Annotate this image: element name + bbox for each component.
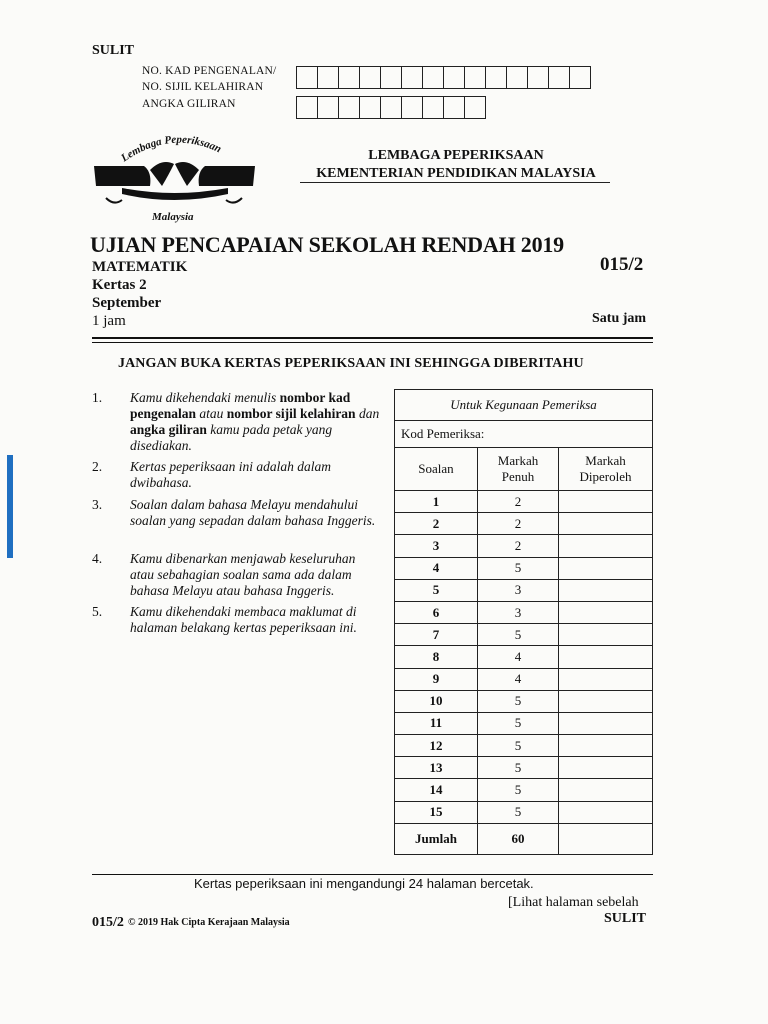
table-row <box>395 668 653 690</box>
question-number: 9 <box>395 668 478 690</box>
obtained-marks-cell[interactable] <box>559 712 653 734</box>
copyright: © 2019 Hak Cipta Kerajaan Malaysia <box>128 917 290 928</box>
svg-text:Lembaga Peperiksaan: Lembaga Peperiksaan <box>119 133 224 165</box>
total-value: 60 <box>478 823 559 854</box>
col-soalan: Soalan <box>395 448 478 491</box>
full-marks: 5 <box>478 624 559 646</box>
full-marks: 2 <box>478 535 559 557</box>
full-marks: 5 <box>478 757 559 779</box>
table-row <box>395 557 653 579</box>
exam-code: 015/2 <box>600 254 644 275</box>
table-row <box>395 601 653 623</box>
table-row <box>395 712 653 734</box>
examiner-marks-table <box>394 389 653 855</box>
obtained-marks-cell[interactable] <box>559 801 653 823</box>
question-number: 7 <box>395 624 478 646</box>
see-next-page: [Lihat halaman sebelah <box>508 895 639 910</box>
obtained-marks-cell[interactable] <box>559 646 653 668</box>
total-obtained-cell[interactable] <box>559 823 653 854</box>
full-marks: 3 <box>478 601 559 623</box>
org-line-2: KEMENTERIAN PENDIDIKAN MALAYSIA <box>316 166 596 181</box>
instruction-4: 4. Kamu dibenarkan menjawab keseluruhan atau sebahagian soalan sama ada dalam bahasa Melayu atau bahasa Inggeris. <box>92 551 356 598</box>
lembaga-logo <box>92 128 262 226</box>
obtained-marks-cell[interactable] <box>559 513 653 535</box>
obtained-marks-cell[interactable] <box>559 779 653 801</box>
table-row <box>395 757 653 779</box>
table-row <box>395 646 653 668</box>
table-row <box>395 579 653 601</box>
org-underline <box>300 182 610 183</box>
table-row <box>395 735 653 757</box>
footer-code: 015/2 <box>92 915 124 930</box>
table-row <box>395 779 653 801</box>
table-row <box>395 491 653 513</box>
obtained-marks-cell[interactable] <box>559 668 653 690</box>
table-row <box>395 801 653 823</box>
table-body <box>395 491 653 824</box>
id-label-1: NO. KAD PENGENALAN/ <box>142 65 277 77</box>
exam-paper: Kertas 2 <box>92 277 147 293</box>
table-title: Untuk Kegunaan Pemeriksa <box>395 390 653 421</box>
full-marks: 5 <box>478 779 559 801</box>
obtained-marks-cell[interactable] <box>559 491 653 513</box>
full-marks: 4 <box>478 646 559 668</box>
question-number: 13 <box>395 757 478 779</box>
question-number: 12 <box>395 735 478 757</box>
obtained-marks-cell[interactable] <box>559 735 653 757</box>
obtained-marks-cell[interactable] <box>559 535 653 557</box>
exam-subject: MATEMATIK <box>92 259 188 275</box>
question-number: 1 <box>395 491 478 513</box>
full-marks: 5 <box>478 735 559 757</box>
question-number: 15 <box>395 801 478 823</box>
question-number: 2 <box>395 513 478 535</box>
divider-thick <box>92 337 653 339</box>
table-row <box>395 535 653 557</box>
obtained-marks-cell[interactable] <box>559 690 653 712</box>
full-marks: 2 <box>478 513 559 535</box>
table-row <box>395 624 653 646</box>
page-count-note: Kertas peperiksaan ini mengandungi 24 halaman bercetak. <box>194 876 534 891</box>
svg-text:Malaysia: Malaysia <box>152 211 194 223</box>
col-markah-penuh: Markah Penuh <box>478 448 559 491</box>
scan-edge-marker <box>7 455 13 558</box>
footer-divider <box>92 874 653 875</box>
total-row <box>395 823 653 854</box>
full-marks: 5 <box>478 712 559 734</box>
total-label: Jumlah <box>395 823 478 854</box>
org-name <box>300 147 612 183</box>
table-row <box>395 690 653 712</box>
exam-title: UJIAN PENCAPAIAN SEKOLAH RENDAH 2019 <box>90 232 564 257</box>
question-number: 11 <box>395 712 478 734</box>
instruction-2: 2. Kertas peperiksaan ini adalah dalam dwibahasa. <box>92 459 331 490</box>
full-marks: 4 <box>478 668 559 690</box>
question-number: 5 <box>395 579 478 601</box>
exam-month: September <box>92 295 162 311</box>
question-number: 10 <box>395 690 478 712</box>
instruction-1: 1. Kamu dikehendaki menulis nombor kad pengenalan atau nombor sijil kelahiran dan angka giliran kamu pada petak yang disediakan. <box>92 390 380 453</box>
question-number: 3 <box>395 535 478 557</box>
obtained-marks-cell[interactable] <box>559 557 653 579</box>
exam-duration-words: Satu jam <box>592 311 647 326</box>
obtained-marks-cell[interactable] <box>559 624 653 646</box>
id-label-2: NO. SIJIL KELAHIRAN <box>142 81 264 93</box>
divider-thin <box>92 342 653 343</box>
org-line-1: LEMBAGA PEPERIKSAAN <box>368 148 544 163</box>
full-marks: 2 <box>478 491 559 513</box>
sulit-label-top: SULIT <box>92 43 135 58</box>
question-number: 6 <box>395 601 478 623</box>
table-row <box>395 513 653 535</box>
question-number: 14 <box>395 779 478 801</box>
full-marks: 5 <box>478 557 559 579</box>
full-marks: 3 <box>478 579 559 601</box>
id-number-boxes[interactable] <box>296 66 591 89</box>
kod-pemeriksa-cell[interactable]: Kod Pemeriksa: <box>395 421 653 448</box>
angka-giliran-boxes[interactable] <box>296 96 486 119</box>
question-number: 8 <box>395 646 478 668</box>
sulit-label-bottom: SULIT <box>604 911 647 926</box>
instruction-3: 3. Soalan dalam bahasa Melayu mendahului soalan yang sepadan dalam bahasa Inggeris. <box>92 497 376 528</box>
question-number: 4 <box>395 557 478 579</box>
angka-giliran-label: ANGKA GILIRAN <box>142 98 236 110</box>
obtained-marks-cell[interactable] <box>559 579 653 601</box>
warning-text: JANGAN BUKA KERTAS PEPERIKSAAN INI SEHINGGA DIBERITAHU <box>118 356 584 371</box>
obtained-marks-cell[interactable] <box>559 757 653 779</box>
col-markah-diperoleh: Markah Diperoleh <box>559 448 653 491</box>
full-marks: 5 <box>478 690 559 712</box>
full-marks: 5 <box>478 801 559 823</box>
obtained-marks-cell[interactable] <box>559 601 653 623</box>
instruction-5: 5. Kamu dikehendaki membaca maklumat di halaman belakang kertas peperiksaan ini. <box>92 604 357 635</box>
exam-duration: 1 jam <box>92 313 126 329</box>
